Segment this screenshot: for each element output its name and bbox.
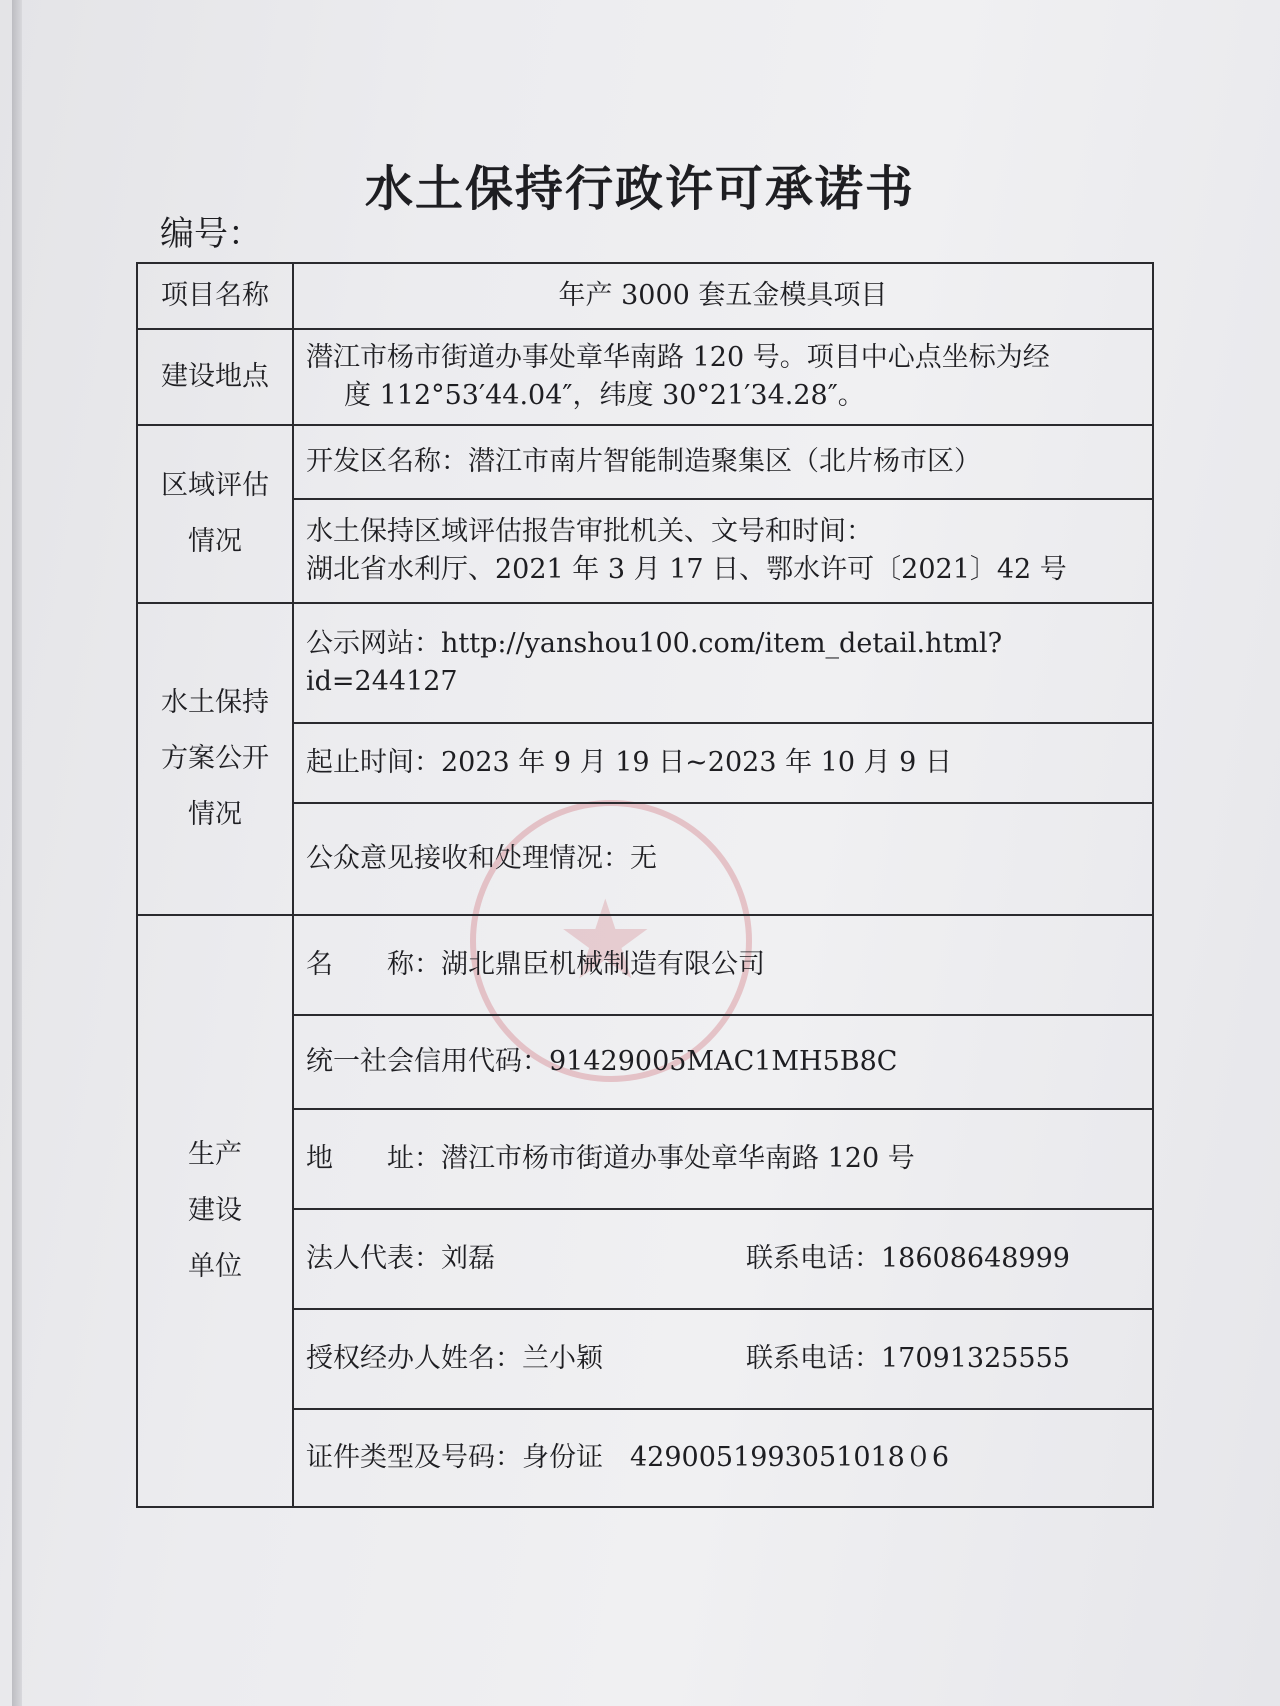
label-plan-line-2: 方案公开	[161, 743, 269, 774]
value-project-name: 年产 3000 套五金模具项目	[293, 263, 1153, 329]
label-builder-line-3: 单位	[188, 1251, 242, 1282]
row-company-name	[137, 915, 1153, 1015]
row-website	[137, 603, 1153, 723]
row-zone-name	[137, 425, 1153, 499]
location-line-2: 度 112°53′44.04″，纬度 30°21′34.28″。	[344, 380, 865, 411]
value-approval	[293, 499, 1153, 603]
approval-value: 湖北省水利厅、2021 年 3 月 17 日、鄂水许可〔2021〕42 号	[306, 554, 1067, 585]
label-plan-line-1: 水土保持	[161, 687, 269, 718]
value-website: 公示网站：http://yanshou100.com/item_detail.html?id=244127	[293, 603, 1153, 723]
value-period: 起止时间：2023 年 9 月 19 日~2023 年 10 月 9 日	[293, 723, 1153, 803]
value-address: 地 址：潜江市杨市街道办事处章华南路 120 号	[293, 1109, 1153, 1209]
legal-rep-phone: 联系电话：18608648999	[746, 1243, 1070, 1274]
page-binding-edge	[12, 0, 22, 1706]
value-id: 证件类型及号码：身份证 4290051993051018０6	[293, 1409, 1153, 1507]
value-location	[293, 329, 1153, 425]
agent-phone: 联系电话：17091325555	[746, 1343, 1070, 1374]
label-builder-line-2: 建设	[188, 1195, 242, 1226]
commitment-form-table	[136, 262, 1154, 1508]
serial-number-label: 编号：	[160, 214, 262, 254]
label-location: 建设地点	[137, 329, 293, 425]
agent-name: 授权经办人姓名：兰小颖	[306, 1343, 603, 1374]
label-regional-assessment	[137, 425, 293, 603]
label-plan-line-3: 情况	[188, 799, 242, 830]
label-project-name: 项目名称	[137, 263, 293, 329]
label-plan-disclosure	[137, 603, 293, 915]
value-agent-row	[293, 1309, 1153, 1409]
document-title: 水土保持行政许可承诺书	[364, 161, 915, 217]
value-company-name: 名 称：湖北鼎臣机械制造有限公司	[293, 915, 1153, 1015]
value-feedback: 公众意见接收和处理情况：无	[293, 803, 1153, 915]
label-builder-line-1: 生产	[188, 1139, 242, 1170]
value-legal-rep-row	[293, 1209, 1153, 1309]
label-regional-line-2: 情况	[188, 526, 242, 557]
legal-rep: 法人代表：刘磊	[306, 1243, 495, 1274]
row-project-name	[137, 263, 1153, 329]
label-builder	[137, 915, 293, 1507]
row-location	[137, 329, 1153, 425]
seal-star-icon: ★	[556, 876, 655, 1004]
approval-title: 水土保持区域评估报告审批机关、文号和时间：	[306, 516, 873, 547]
label-regional-line-1: 区域评估	[161, 470, 269, 501]
value-credit-code: 统一社会信用代码：91429005MAC1MH5B8C	[293, 1015, 1153, 1109]
value-zone-name: 开发区名称：潜江市南片智能制造聚集区（北片杨市区）	[293, 425, 1153, 499]
location-line-1: 潜江市杨市街道办事处章华南路 120 号。项目中心点坐标为经	[306, 342, 1050, 373]
